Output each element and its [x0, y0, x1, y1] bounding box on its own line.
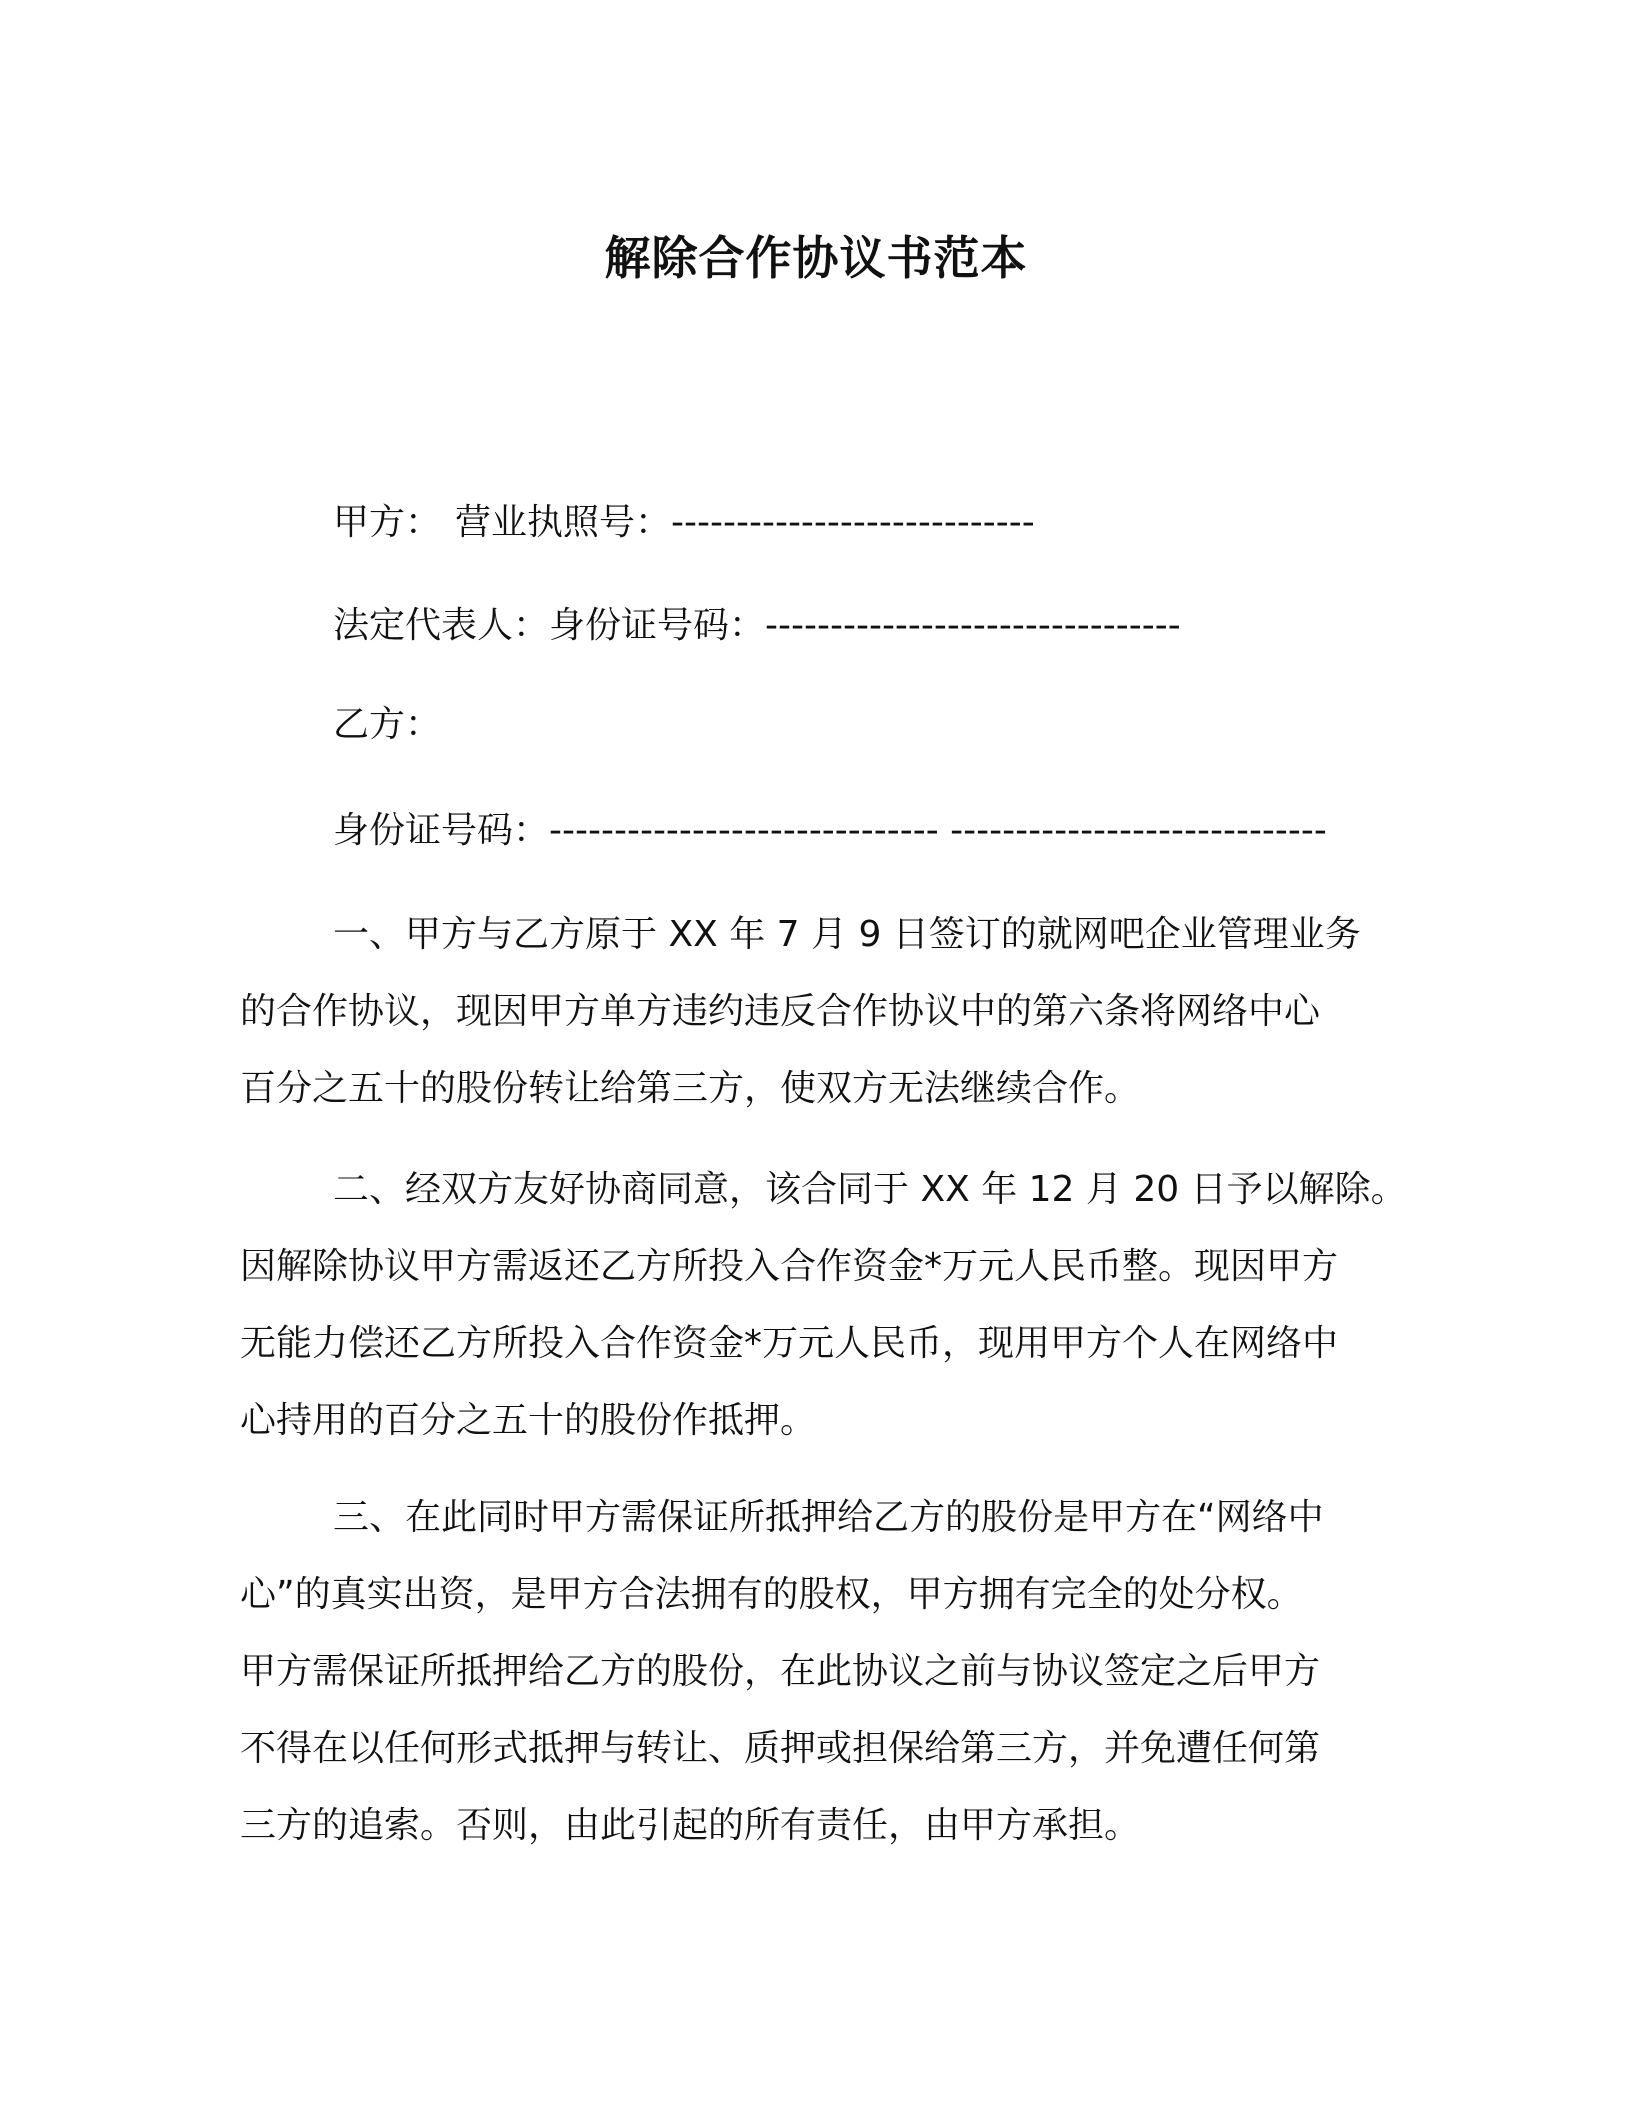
clause-1-line: 的合作协议，现因甲方单方违约违反合作协议中的第六条将网络中心: [240, 991, 1321, 1032]
clause-1-line: 一、甲方与乙方原于 XX 年 7 月 9 日签订的就网吧企业管理业务: [333, 914, 1361, 955]
legal-rep-line: [333, 604, 1181, 648]
clause-2-line: 心持用的百分之五十的股份作抵押。: [240, 1400, 817, 1441]
clause-3-line: 不得在以任何形式抵押与转让、质押或担保给第三方，并免遭任何第: [240, 1728, 1321, 1769]
clause-3-line: 甲方需保证所抵押给乙方的股份，在此协议之前与协议签定之后甲方: [240, 1651, 1321, 1692]
party-b-label: 乙方：: [333, 704, 442, 745]
clause-2-line: 无能力偿还乙方所投入合作资金*万元人民币，现用甲方个人在网络中: [240, 1323, 1339, 1364]
clause-2: [240, 1151, 1420, 1459]
clause-1: [240, 896, 1420, 1127]
party-b-line: [333, 703, 441, 747]
legal-rep-id-label: 身份证号码：: [549, 605, 766, 646]
clause-3: [240, 1479, 1420, 1864]
legal-rep-id-blank: --------------------------------: [765, 605, 1181, 646]
clause-1-line: 百分之五十的股份转让给第三方，使双方无法继续合作。: [240, 1068, 1141, 1109]
party-b-id-line: [333, 809, 1327, 853]
legal-rep-label: 法定代表人：: [333, 605, 550, 646]
clause-3-line: 三、在此同时甲方需保证所抵押给乙方的股份是甲方在“网络中: [333, 1497, 1324, 1538]
party-a-label: 甲方：: [333, 502, 442, 543]
clause-3-line: 三方的追索。否则，由此引起的所有责任，由甲方承担。: [240, 1805, 1141, 1846]
document-title: 解除合作协议书范本: [604, 231, 1028, 285]
party-b-id-label: 身份证号码：: [333, 810, 550, 851]
business-license-label: 营业执照号：: [455, 502, 672, 543]
clause-3-line: 心”的真实出资，是甲方合法拥有的股权，甲方拥有完全的处分权。: [240, 1574, 1303, 1615]
business-license-blank: ----------------------------: [671, 502, 1035, 543]
clause-2-line: 二、经双方友好协商同意，该合同于 XX 年 12 月 20 日予以解除。: [333, 1169, 1407, 1210]
party-a-line: [333, 501, 1035, 545]
party-b-id-blank: ------------------------------ -----------------------------: [549, 810, 1327, 851]
clause-2-line: 因解除协议甲方需返还乙方所投入合作资金*万元人民币整。现因甲方: [240, 1246, 1339, 1287]
